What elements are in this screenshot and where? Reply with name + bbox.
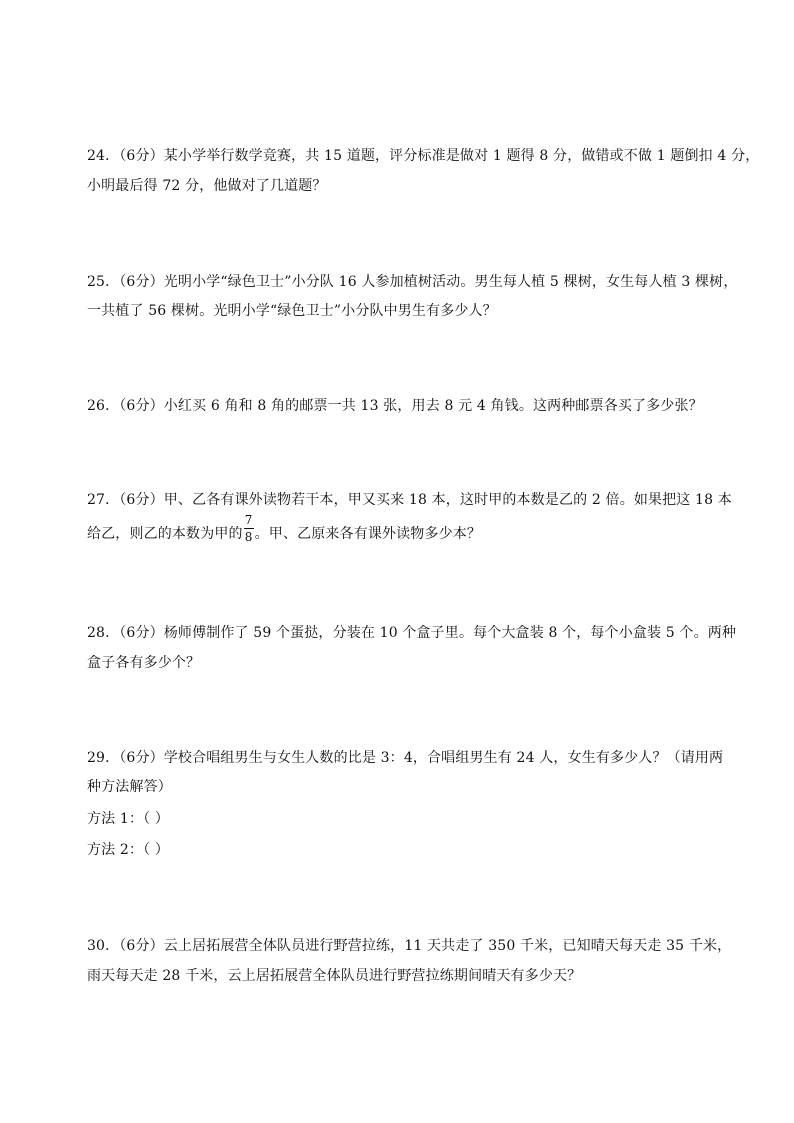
question-28-line-2: 盒子各有多少个？ bbox=[87, 655, 201, 671]
question-29-line-1: 29．（6分）学校合唱组男生与女生人数的比是 3：4，合唱组男生有 24 人，女生有多少人？（请用两 bbox=[87, 750, 724, 766]
fraction-denominator: 8 bbox=[244, 530, 253, 544]
fraction-seven-eighths bbox=[244, 513, 254, 544]
question-25-line-2: 一共植了 56 棵树。光明小学“绿色卫士”小分队中男生有多少人？ bbox=[87, 303, 497, 319]
question-29-line-2: 种方法解答） bbox=[87, 779, 172, 795]
fraction-bar bbox=[244, 528, 254, 529]
question-29-method-1: 方法 1：（ ） bbox=[87, 811, 170, 827]
question-27-line-2-after: 。甲、乙原来各有课外读物多少本？ bbox=[254, 526, 482, 542]
question-30-line-2: 雨天每天走 28 千米，云上居拓展营全体队员进行野营拉练期间晴天有多少天？ bbox=[87, 968, 582, 984]
fraction-numerator: 7 bbox=[244, 513, 253, 527]
question-30-line-1: 30．（6分）云上居拓展营全体队员进行野营拉练，11 天共走了 350 千米，已知晴天每天走 35 千米， bbox=[87, 938, 732, 954]
question-24-line-1: 24．（6分）某小学举行数学竞赛，共 15 道题，评分标准是做对 1 题得 8 分，做错或不做 1 题倒扣 4 分， bbox=[87, 148, 760, 164]
question-24-line-2: 小明最后得 72 分，他做对了几道题？ bbox=[87, 178, 327, 194]
question-28-line-1: 28．（6分）杨师傅制作了 59 个蛋挞，分装在 10 个盒子里。每个大盒装 8 个，每个小盒装 5 个。两种 bbox=[87, 625, 737, 641]
question-29-method-2: 方法 2：（ ） bbox=[87, 842, 170, 858]
question-26-line-1: 26．（6分）小红买 6 角和 8 角的邮票一共 13 张，用去 8 元 4 角钱。这两种邮票各买了多少张？ bbox=[87, 398, 703, 414]
question-27-line-2 bbox=[87, 513, 482, 544]
question-27-line-2-before: 给乙，则乙的本数为甲的 bbox=[87, 526, 243, 542]
question-25-line-1: 25．（6分）光明小学“绿色卫士”小分队 16 人参加植树活动。男生每人植 5 棵树，女生每人植 3 棵树， bbox=[87, 274, 738, 290]
question-27-line-1: 27．（6分）甲、乙各有课外读物若干本，甲又买来 18 本，这时甲的本数是乙的 2 倍。如果把这 18 本 bbox=[87, 492, 732, 508]
